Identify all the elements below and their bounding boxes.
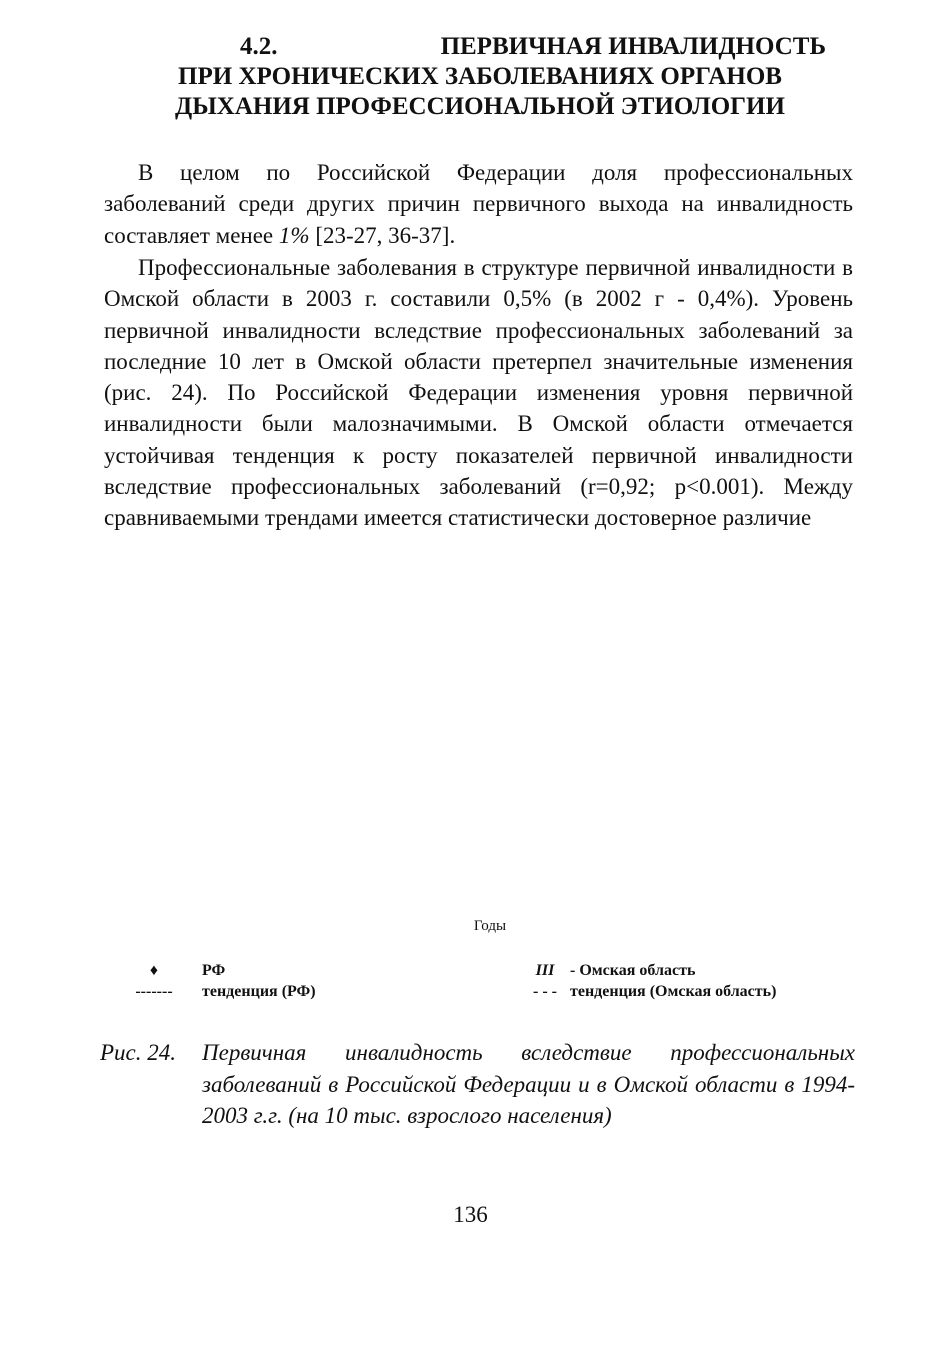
omsk-marker-icon: III	[535, 962, 555, 979]
legend-item-omsk	[530, 960, 850, 981]
legend-item-omsk-trend	[530, 981, 850, 1002]
rf-trend-line-icon: -------	[135, 983, 173, 1000]
section-title-line-3: ДЫХАНИЯ ПРОФЕССИОНАЛЬНОЙ ЭТИОЛОГИИ	[175, 93, 785, 120]
paragraph-1-citation: [23-27, 36-37].	[309, 222, 456, 248]
section-number: 4.2.	[240, 33, 278, 60]
legend-label-omsk-trend: тенденция (Омская область)	[570, 983, 777, 1000]
section-heading	[100, 32, 860, 122]
legend-right	[530, 960, 850, 1002]
section-title-line-2: ПРИ ХРОНИЧЕСКИХ ЗАБОЛЕВАНИЯХ ОРГАНОВ	[178, 63, 782, 90]
legend-item-rf	[116, 960, 416, 981]
rf-marker-icon: ♦	[149, 962, 159, 979]
legend-label-rf-trend: тенденция (РФ)	[202, 983, 316, 1000]
figure-caption-text: Первичная инвалидность вследствие профессиональных заболеваний в Российской Федерации и в Омской области в 1994-2003 г.г. (на 10 тыс. взрослого населения)	[202, 1040, 855, 1128]
x-axis-label: Годы	[473, 918, 507, 934]
legend-label-omsk: - Омская область	[570, 962, 696, 979]
page-number: 136	[453, 1202, 488, 1227]
paragraph-1-percent: 1%	[278, 222, 310, 248]
legend-label-rf: РФ	[202, 962, 226, 979]
paragraph-1-text: В целом по Российской Федерации доля профессиональных заболеваний среди других причин первичного выхода на инвалидность составляет менее	[104, 160, 853, 248]
section-title-line-1: ПЕРВИЧНАЯ ИНВАЛИДНОСТЬ	[440, 33, 826, 60]
legend-left	[116, 960, 416, 1002]
omsk-trend-line-icon: - - -	[533, 983, 557, 1000]
paragraph-2: Профессиональные заболевания в структуре первичной инвалидности в Омской области в 2003 г. составили 0,5% (в 2002 г - 0,4%). Уровень первичной инвалидности вследствие профессиональных заболеваний за последние 10 лет в Омской области претерпел значительные изменения (рис. 24). По Российской Федерации изменения уровня первичной инвалидности были малозначимыми. В Омской области отмечается устойчивая тенденция к росту показателей первичной инвалидности вследствие профессиональных заболеваний (r=0,92; p<0.001). Между сравниваемыми трендами имеется статистически достоверное различие	[104, 255, 853, 531]
legend-item-rf-trend	[116, 981, 416, 1002]
figure-chart-area	[100, 570, 860, 910]
figure-caption-label: Рис. 24.	[100, 1040, 177, 1065]
paragraph-1	[104, 157, 853, 251]
figure-caption	[100, 1037, 855, 1132]
